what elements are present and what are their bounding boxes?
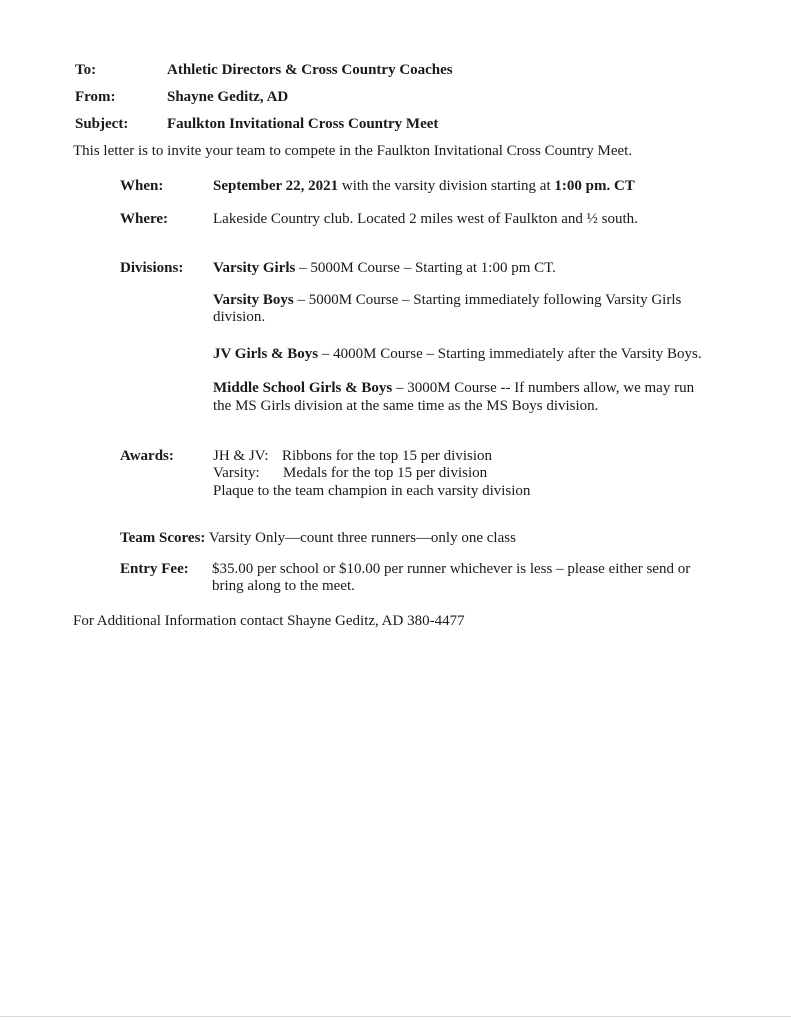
entry-fee-label: Entry Fee: — [120, 561, 189, 577]
from-value: Shayne Geditz, AD — [167, 89, 289, 105]
awards-label: Awards: — [120, 448, 174, 464]
division-text-cont: the MS Girls division at the same time as the MS Boys division. — [213, 398, 599, 414]
division-item — [213, 379, 694, 397]
division-name: Varsity Girls — [213, 260, 296, 276]
when-value — [213, 177, 635, 195]
where-label: Where: — [120, 211, 169, 227]
division-text: – 5000M Course – Starting at 1:00 pm CT. — [295, 260, 556, 276]
division-name: Varsity Boys — [213, 292, 294, 308]
when-date: September 22, 2021 — [213, 178, 339, 194]
from-label: From: — [75, 89, 116, 105]
intro-text: This letter is to invite your team to compete in the Faulkton Invitational Cross Country Meet. — [73, 143, 633, 159]
contact-info: For Additional Information contact Shayne Geditz, AD 380-4477 — [73, 613, 465, 629]
subject-label: Subject: — [75, 116, 129, 132]
when-text: with the varsity division starting at — [338, 178, 555, 194]
division-item — [213, 259, 556, 277]
division-text: – 4000M Course – Starting immediately after the Varsity Boys. — [318, 346, 702, 362]
team-scores — [120, 529, 516, 547]
team-scores-text: Varsity Only—count three runners—only one class — [205, 530, 516, 546]
scan-edge-line — [0, 1016, 791, 1017]
awards-cat-jh-jv: JH & JV: — [213, 448, 269, 464]
awards-text-jh-jv: Ribbons for the top 15 per division — [282, 448, 492, 464]
where-text: Lakeside Country club. Located 2 miles west of Faulkton and ½ south. — [213, 211, 638, 227]
division-text: – 5000M Course – Starting immediately following Varsity Girls — [293, 292, 682, 308]
team-scores-label: Team Scores: — [120, 530, 206, 546]
division-item — [213, 291, 681, 309]
division-text-cont: division. — [213, 309, 266, 325]
subject-value: Faulkton Invitational Cross Country Meet — [167, 116, 439, 132]
when-label: When: — [120, 178, 164, 194]
to-value: Athletic Directors & Cross Country Coaches — [167, 62, 453, 78]
awards-cat-varsity: Varsity: — [213, 465, 260, 481]
divisions-label: Divisions: — [120, 260, 184, 276]
when-time: 1:00 pm. CT — [554, 178, 635, 194]
awards-text-varsity: Medals for the top 15 per division — [283, 465, 488, 481]
division-name: JV Girls & Boys — [213, 346, 319, 362]
division-name: Middle School Girls & Boys — [213, 380, 393, 396]
awards-plaque: Plaque to the team champion in each varsity division — [213, 483, 531, 499]
division-item — [213, 345, 702, 363]
division-text: – 3000M Course -- If numbers allow, we may run — [392, 380, 695, 396]
to-label: To: — [75, 62, 97, 78]
entry-fee-text-cont: bring along to the meet. — [212, 578, 355, 594]
entry-fee-text: $35.00 per school or $10.00 per runner whichever is less – please either send or — [212, 561, 691, 577]
